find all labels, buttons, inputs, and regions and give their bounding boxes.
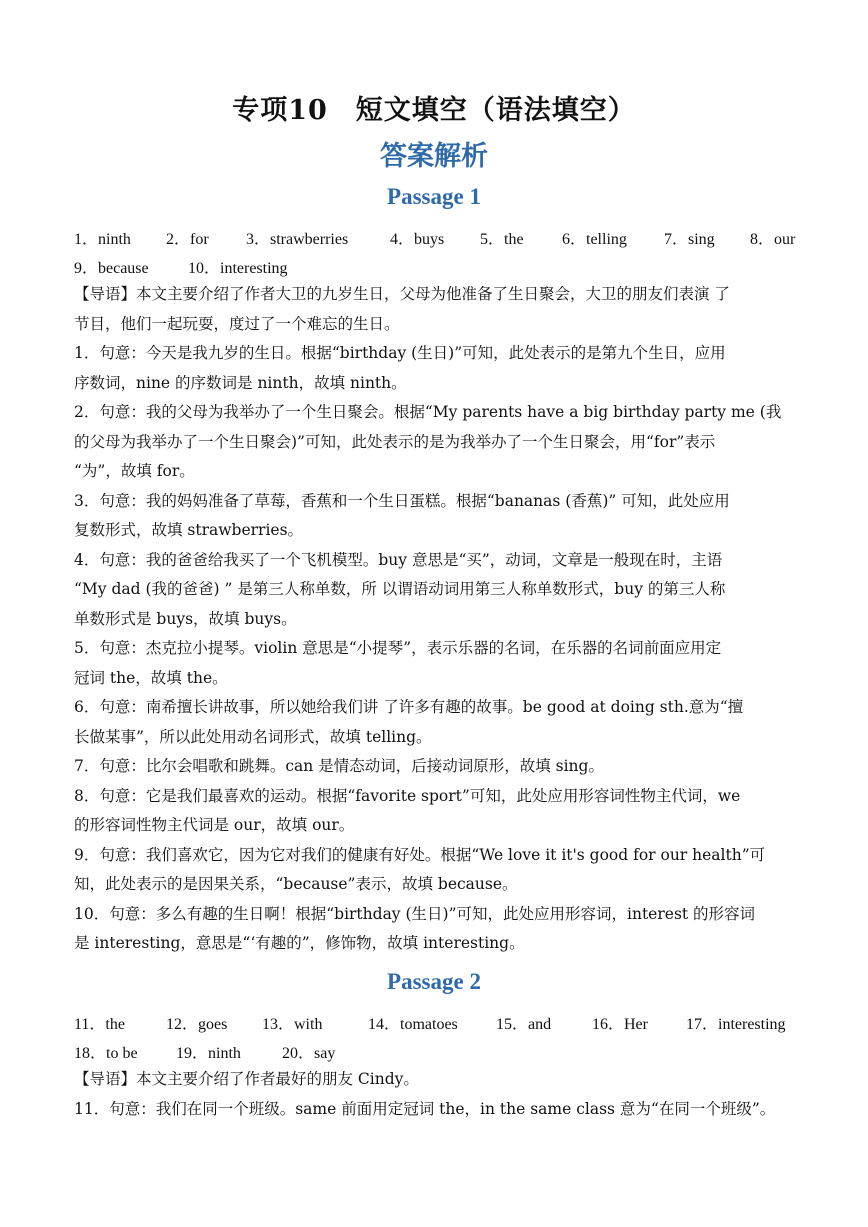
answer-item: 1．ninth bbox=[74, 231, 131, 248]
answer-item: 13．with bbox=[262, 1016, 323, 1033]
passage-1-answers-row-1 bbox=[74, 226, 796, 246]
answer-item: 17．interesting bbox=[686, 1016, 786, 1033]
explanation-line: 3．句意：我的妈妈准备了草莓，香蕉和一个生日蛋糕。根据“bananas (香蕉)” 可知，此处应用 bbox=[74, 491, 730, 510]
explanation-line: 是 interesting，意思是“‘有趣的”，修饰物，故填 interesting。 bbox=[74, 934, 525, 952]
answer-item: 9．because bbox=[74, 260, 149, 277]
answer-item: 16．Her bbox=[592, 1016, 648, 1033]
explanation-line: 5．句意：杰克拉小提琴。violin 意思是“小提琴”，表示乐器的名词，在乐器的名词前面应用定 bbox=[74, 639, 722, 657]
answer-item: 3．strawberries bbox=[246, 231, 349, 248]
answer-item: 4．buys bbox=[390, 231, 445, 248]
page-subtitle: 答案解析 bbox=[380, 141, 488, 172]
explanation-line: 9．句意：我们喜欢它，因为它对我们的健康有好处。根据“We love it it's good for our health”可 bbox=[74, 845, 766, 864]
passage-2-answers-row-2 bbox=[74, 1040, 796, 1060]
answer-item: 2．for bbox=[166, 231, 209, 248]
explanation-line: “My dad (我的爸爸) ” 是第三人称单数，所 以谓语动词用第三人称单数形式，buy 的第三人称 bbox=[74, 580, 726, 598]
explanation-line: 单数形式是 buys，故填 buys。 bbox=[74, 609, 297, 628]
explanation-line: 6．句意：南希擅长讲故事，所以她给我们讲 了许多有趣的故事。be good at doing sth.意为“擅 bbox=[74, 698, 744, 716]
explanation-line: 冠词 the，故填 the。 bbox=[74, 668, 228, 687]
answer-item: 6．telling bbox=[562, 231, 627, 248]
explanation-line: 10．句意：多么有趣的生日啊！根据“birthday (生日)”可知，此处应用形容词，interest 的形容词 bbox=[74, 904, 756, 923]
answer-item: 12．goes bbox=[166, 1016, 228, 1033]
explanation-line: 的父母为我举办了一个生日聚会)”可知，此处表示的是为我举办了一个生日聚会，用“for”表示 bbox=[74, 432, 716, 451]
explanation-line: 的形容词性物主代词是 our，故填 our。 bbox=[74, 816, 355, 834]
explanation-line: 【导语】本文主要介绍了作者最好的朋友 Cindy。 bbox=[74, 1070, 419, 1088]
explanation-line: 知，此处表示的是因果关系，“because”表示，故填 because。 bbox=[74, 875, 518, 893]
answer-item: 7．sing bbox=[664, 231, 715, 248]
answer-item: 15．and bbox=[496, 1016, 552, 1033]
answer-item: 10．interesting bbox=[188, 260, 288, 277]
answer-item: 19．ninth bbox=[176, 1045, 241, 1062]
answer-item: 14．tomatoes bbox=[368, 1016, 458, 1033]
answer-item: 8．our bbox=[750, 231, 796, 248]
explanation-line: 1．句意：今天是我九岁的生日。根据“birthday (生日)”可知，此处表示的是第九个生日，应用 bbox=[74, 344, 726, 362]
explanation-line: 【导语】本文主要介绍了作者大卫的九岁生日，父母为他准备了生日聚会，大卫的朋友们表演 了 bbox=[74, 285, 730, 303]
explanation-line: 长做某事”，所以此处用动名词形式，故填 telling。 bbox=[74, 727, 432, 746]
passage-2-heading: Passage 2 bbox=[387, 969, 481, 994]
explanation-line: 11．句意：我们在同一个班级。same 前面用定冠词 the，in the same class 意为“在同一个班级”。 bbox=[74, 1099, 776, 1118]
answer-item: 20．say bbox=[282, 1045, 336, 1062]
explanation-line: 复数形式，故填 strawberries。 bbox=[74, 521, 304, 539]
passage-1-heading: Passage 1 bbox=[387, 184, 481, 209]
explanation-line: 8．句意：它是我们最喜欢的运动。根据“favorite sport”可知，此处应用形容词性物主代词，we bbox=[74, 786, 741, 805]
answer-item: 5．the bbox=[480, 231, 524, 248]
explanation-line: “为”，故填 for。 bbox=[74, 462, 195, 480]
explanation-line: 7．句意：比尔会唱歌和跳舞。can 是情态动词，后接动词原形，故填 sing。 bbox=[74, 757, 604, 775]
answer-item: 18．to be bbox=[74, 1045, 138, 1062]
answer-item: 11．the bbox=[74, 1016, 125, 1033]
explanation-line: 节目，他们一起玩耍，度过了一个难忘的生日。 bbox=[74, 314, 400, 333]
explanation-line: 2．句意：我的父母为我举办了一个生日聚会。根据“My parents have a big birthday party me (我 bbox=[74, 403, 782, 421]
explanation-line: 序数词，nine 的序数词是 ninth，故填 ninth。 bbox=[74, 373, 407, 392]
explanation-line: 4．句意：我的爸爸给我买了一个飞机模型。buy 意思是“买”，动词，文章是一般现在时，主语 bbox=[74, 550, 723, 569]
passage-2-answers-row-1 bbox=[74, 1011, 796, 1031]
passage-1-answers-row-2 bbox=[74, 255, 796, 275]
page-title: 专项10 短文填空（语法填空） bbox=[232, 95, 636, 126]
